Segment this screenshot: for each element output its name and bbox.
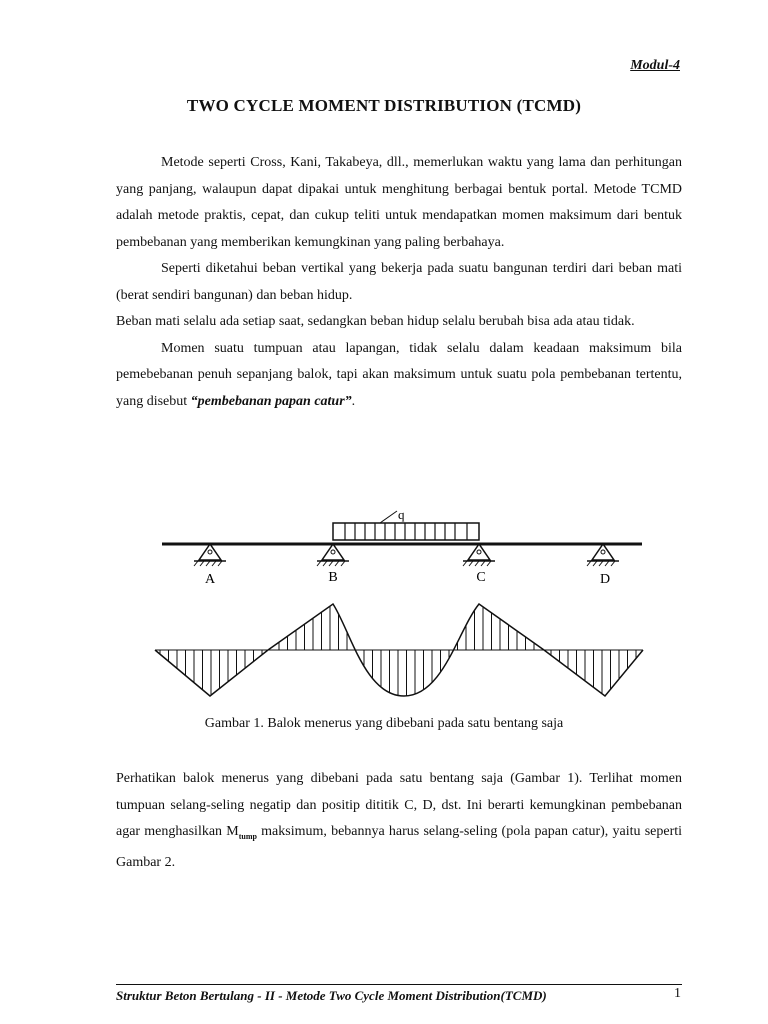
load-label: q: [398, 507, 405, 522]
paragraph-1: Metode seperti Cross, Kani, Takabeya, dll., memerlukan waktu yang lama dan perhitungan yang panjang, walaupun dapat dipakai untuk menghitung berbagai bentuk portal. Metode TCMD adalah metode praktis, cepat, dan cukup teliti untuk mendapatkan momen maksimum dari bentuk pembebanan yang memberikan kemungkinan yang paling berbahaya.: [116, 155, 682, 250]
support-d: [587, 544, 619, 566]
support-a: [194, 544, 226, 566]
page-number: 1: [674, 986, 681, 1001]
support-c: [463, 544, 495, 566]
checkerboard-loading-term: “pembebanan papan catur”: [190, 393, 352, 409]
paragraph-5-text-a: Perhatikan balok menerus yang dibebani pada satu bentang saja (Gambar 1). Terlihat momen tumpuan selang-seling negatip dan positip dititik C, D, dst. Ini berarti kemungkinan pembebanan agar menghasilkan M: [116, 771, 682, 839]
support-label-a: A: [204, 572, 216, 587]
footer-title: Struktur Beton Bertulang - II - Metode Two Cycle Moment Distribution(TCMD): [116, 988, 547, 1003]
paragraph-4-text: Momen suatu tumpuan atau lapangan, tidak selalu dalam keadaan maksimum bila pemebebanan penuh sepanjang balok, tapi akan maksimum untuk suatu pola pembebanan tertentu, yang disebut: [116, 340, 682, 409]
paragraph-2: Seperti diketahui beban vertikal yang bekerja pada suatu bangunan terdiri dari beban mati (berat sendiri bangunan) dan beban hidup.: [116, 261, 682, 303]
support-label-d: D: [599, 572, 611, 587]
beam-moment-diagram: [0, 500, 768, 710]
paragraph-5: [116, 766, 682, 877]
moment-subscript: tump: [238, 831, 257, 841]
module-label: Modul-4: [630, 58, 680, 73]
closing-section: [116, 766, 682, 877]
support-label-b: B: [328, 570, 338, 585]
figure-caption: Gambar 1. Balok menerus yang dibebani pada satu bentang saja: [204, 716, 564, 731]
support-label-c: C: [476, 570, 486, 585]
support-b: [317, 544, 349, 566]
document-title: TWO CYCLE MOMENT DISTRIBUTION (TCMD): [186, 96, 582, 115]
paragraph-4-end: .: [351, 393, 356, 409]
intro-section: [116, 150, 682, 415]
uniform-load-block: [333, 511, 479, 540]
footer-divider: [116, 984, 682, 985]
paragraph-3: Beban mati selalu ada setiap saat, sedangkan beban hidup selalu berubah bisa ada atau tidak.: [116, 314, 635, 329]
moment-hatching: [160, 606, 636, 696]
paragraph-5-text-b: maksimum, bebannya harus selang-seling (pola papan catur), yaitu seperti Gambar 2.: [116, 824, 683, 871]
paragraph-4: [116, 336, 682, 416]
moment-diagram: [155, 604, 643, 696]
